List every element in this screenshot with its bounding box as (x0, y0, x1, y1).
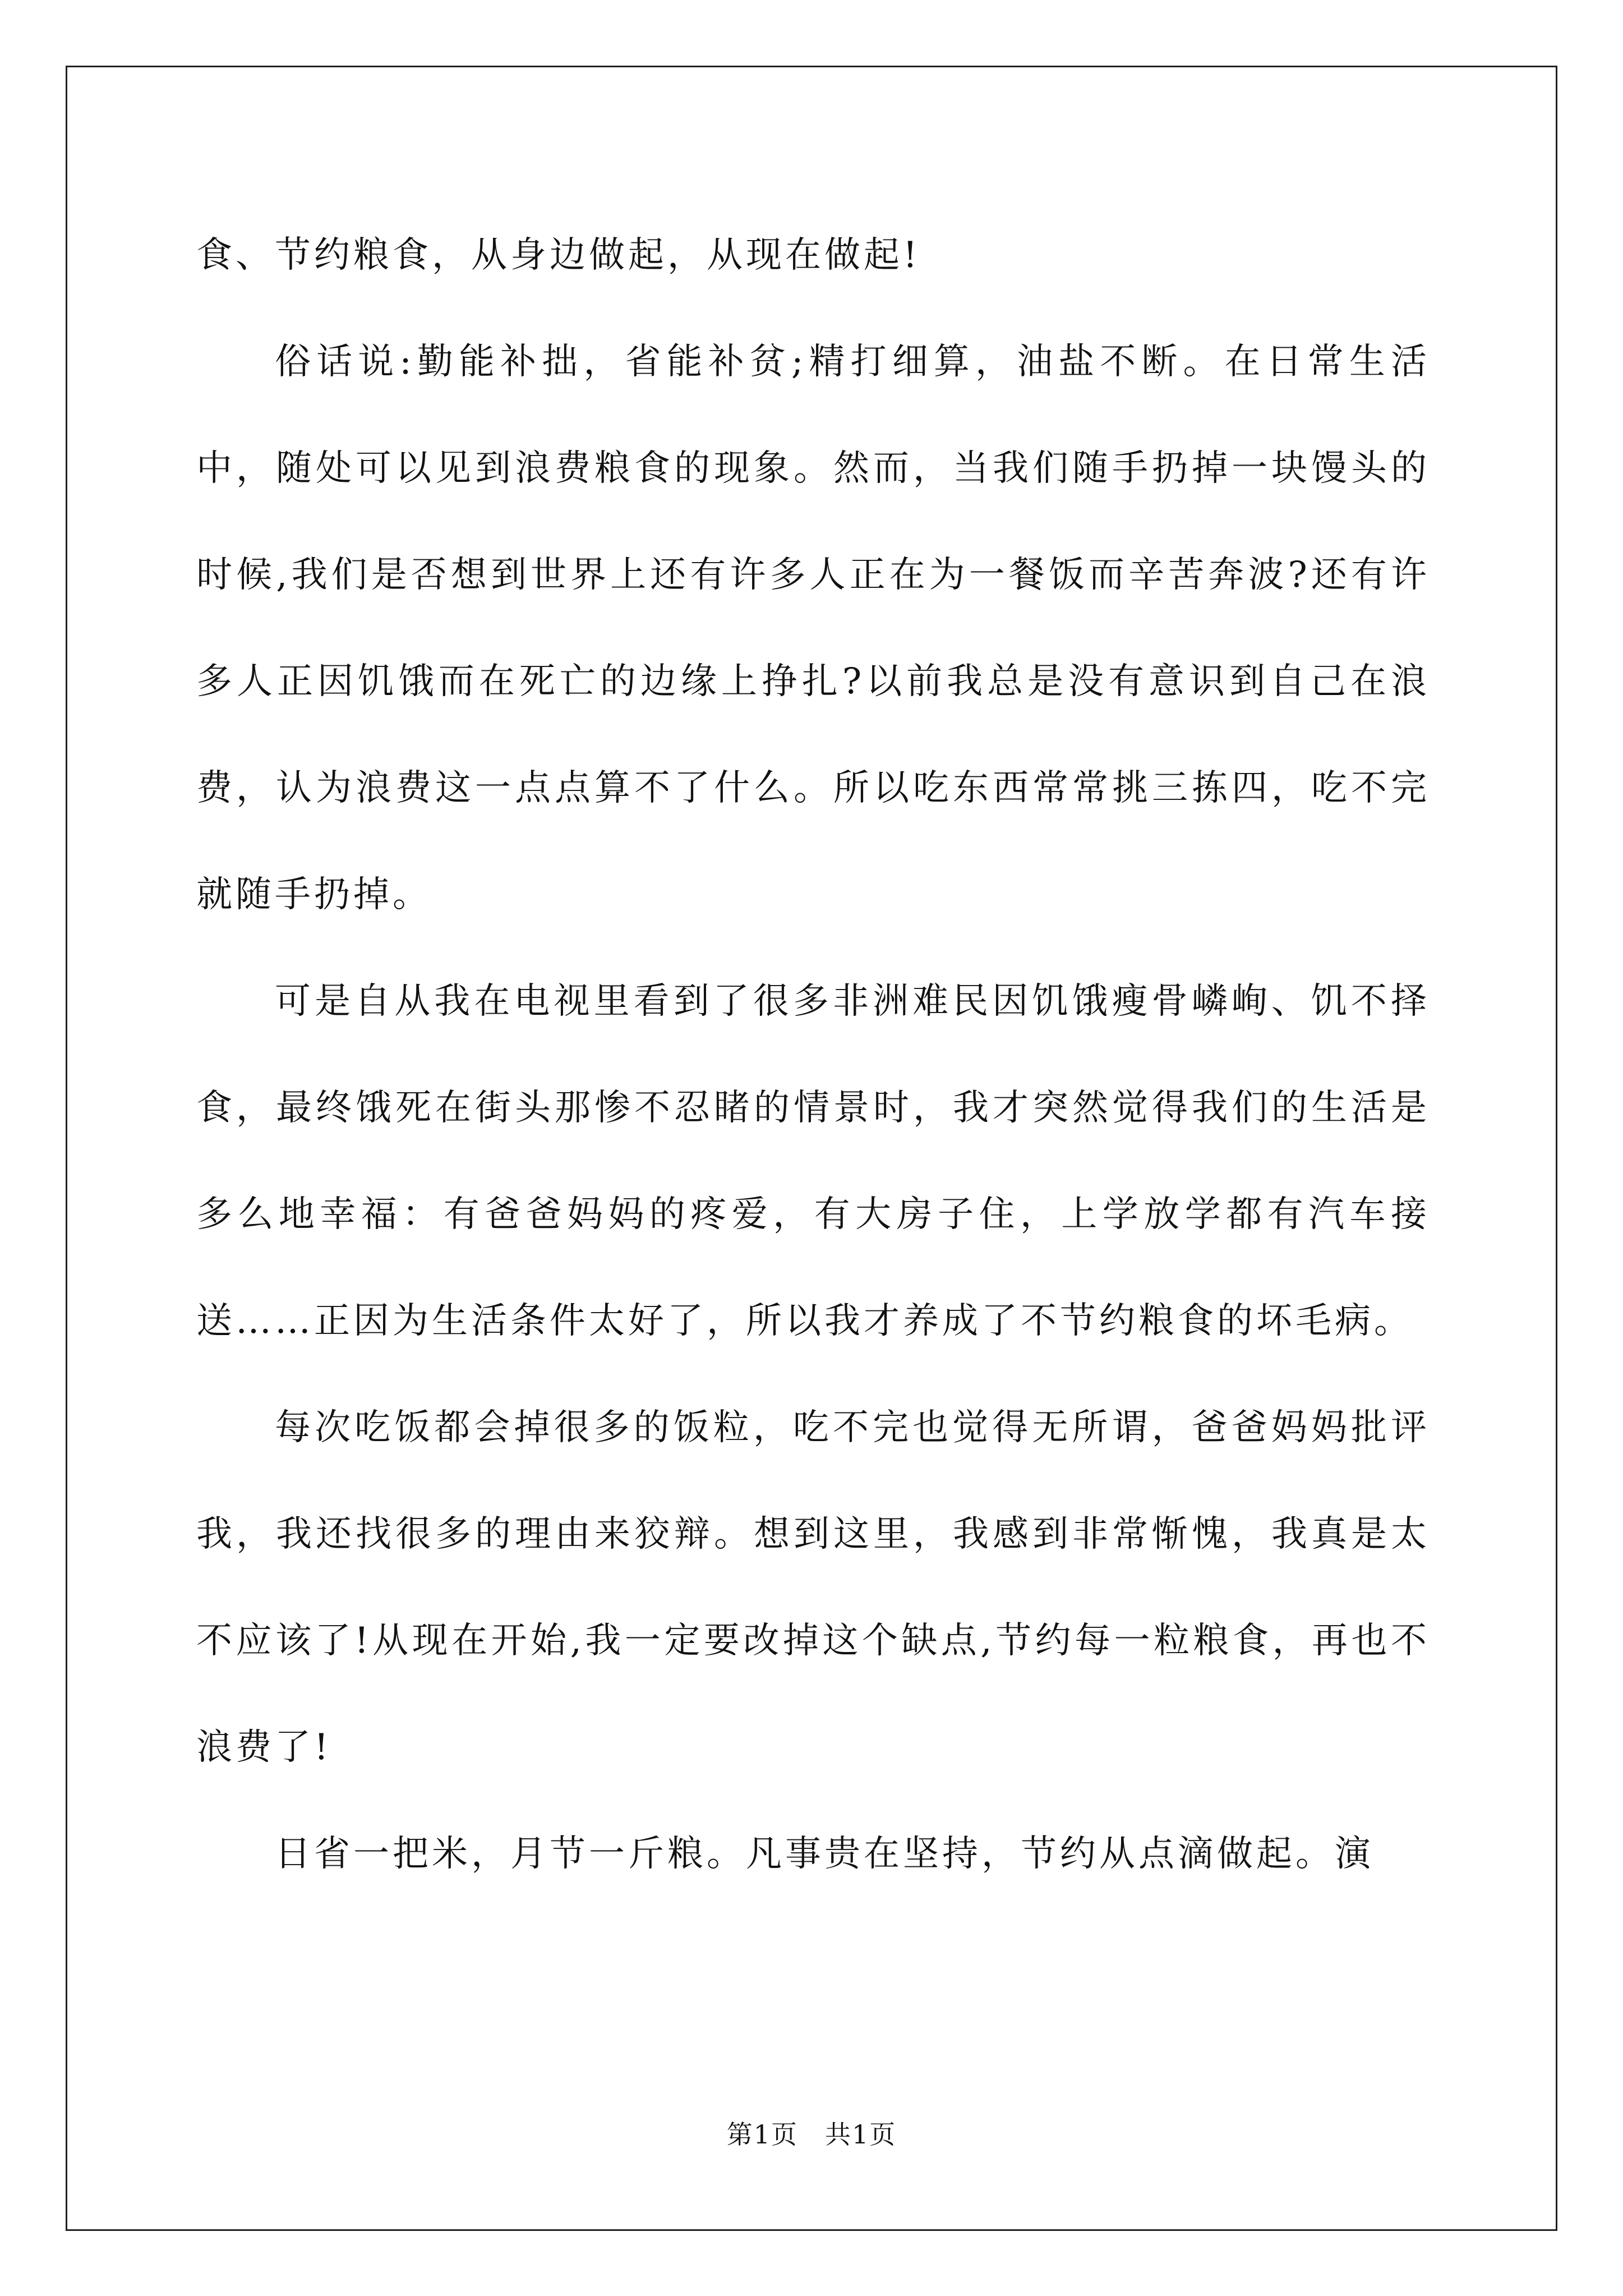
paragraph-proverb: 俗话说:勤能补拙，省能补贫;精打细算，油盐不断。在日常生活中，随处可以见到浪费粮食的现象。然而，当我们随手扔掉一块馒头的时候,我们是否想到世界上还有许多人正在为一餐饭而辛苦奔波?还有许多人正因饥饿而在死亡的边缘上挣扎?以前我总是没有意识到自己在浪费，认为浪费这一点点算不了什么。所以吃东西常常挑三拣四，吃不完就随手扔掉。 (196, 341, 1430, 915)
page-number: 第1页 共1页 (726, 2119, 897, 2150)
paragraph-closing: 日省一把米，月节一斤粮。凡事贵在坚持，节约从点滴做起。演 (275, 1833, 1374, 1875)
document-body (196, 202, 1430, 1907)
paragraph-continued: 食、节约粮食，从身边做起，从现在做起! (196, 234, 921, 276)
paragraph-rice: 每次吃饭都会掉很多的饭粒，吃不完也觉得无所谓，爸爸妈妈批评我，我还找很多的理由来狡辩。想到这里，我感到非常惭愧，我真是太不应该了!从现在开始,我一定要改掉这个缺点,节约每一粒粮食，再也不浪费了! (196, 1407, 1430, 1768)
paragraph-africa: 可是自从我在电视里看到了很多非洲难民因饥饿瘦骨嶙峋、饥不择食，最终饿死在街头那惨不忍睹的情景时，我才突然觉得我们的生活是多么地幸福：有爸爸妈妈的疼爱，有大房子住，上学放学都有汽车接送……正因为生活条件太好了，所以我才养成了不节约粮食的坏毛病。 (196, 981, 1430, 1342)
